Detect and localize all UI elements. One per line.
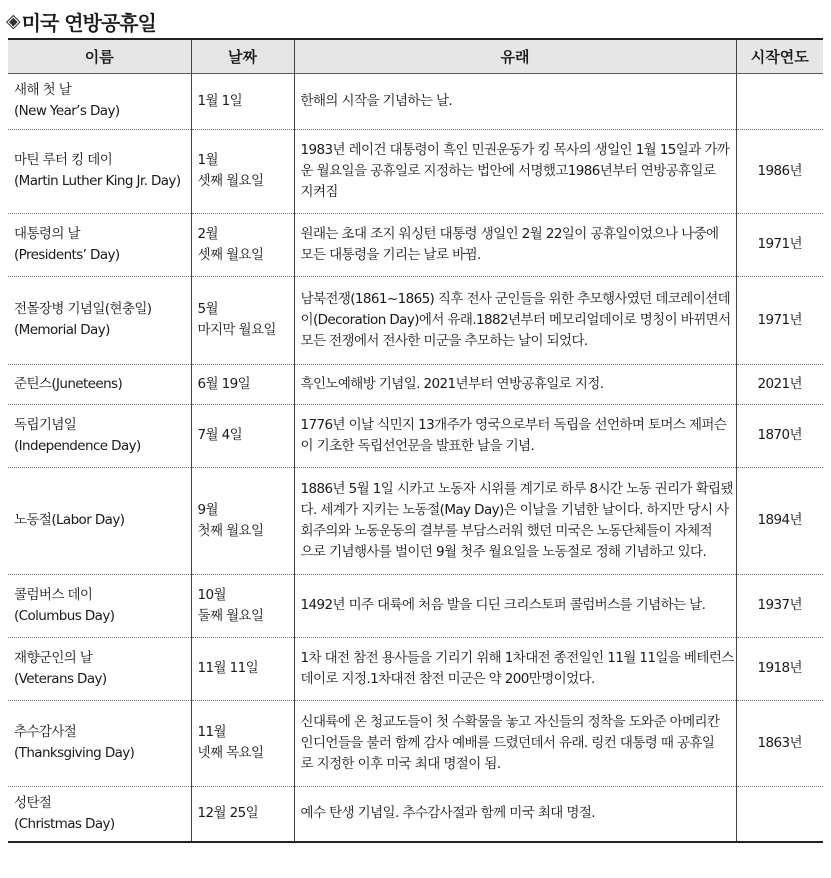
cell-name [8,73,191,129]
date-line: 7월 4일 [197,427,243,443]
origin-line: 1983년 레이건 대통령이 흑인 민권운동가 킹 목사의 생일인 1월 15일과 가까 [300,141,730,158]
origin-line: 로 지정한 이후 미국 최대 명절이 됨. [300,755,501,772]
cell-year [736,73,823,129]
holiday-table [8,38,823,843]
origin-line: 회주의와 노동운동의 결부를 부담스러워 했던 미국은 노동단체들이 자체적 [300,522,713,539]
cell-year: 1918년 [736,637,823,700]
page-title [6,6,156,36]
date-line: 셋째 월요일 [197,173,264,189]
table-row [8,213,823,276]
cell-origin [294,786,736,842]
table-row [8,276,823,364]
date-line: 9월 [197,501,218,518]
cell-name [8,467,191,574]
name-line: 새해 첫 날 [14,82,72,98]
cell-origin [294,73,736,129]
origin-line: 한해의 시작을 기념하는 날. [300,92,453,109]
cell-name [8,364,191,404]
table-row [8,129,823,213]
cell-name [8,404,191,467]
page-title-text: 미국 연방공휴일 [21,10,156,35]
origin-line: 다. 세계가 지키는 노동절(May Day)은 이날을 기념한 날이다. 하지만 당시 사 [300,501,729,518]
name-line: 대통령의 날 [14,225,80,242]
origin-line: 1492년 미주 대륙에 처음 발을 디딘 크리스토퍼 콜럼버스를 기념하는 날. [300,597,706,613]
cell-date [191,467,294,574]
name-line: 준틴스(Juneteens) [14,375,123,392]
cell-name [8,637,191,700]
cell-origin [294,467,736,574]
cell-date [191,73,294,129]
name-line: 마틴 루터 킹 데이 [14,152,113,168]
name-line: (New Year’s Day) [14,103,120,119]
date-line: 둘째 월요일 [197,607,264,624]
cell-date [191,700,294,786]
name-line: (Independence Day) [14,437,141,454]
origin-line: 으로 기념행사를 벌이던 9월 첫주 월요일을 노동절로 정해 기념하고 있다. [300,543,707,560]
date-line: 1월 1일 [197,92,243,109]
name-line: (Columbus Day) [14,607,115,624]
name-line: 콜럼버스 데이 [14,586,93,603]
cell-year: 2021년 [736,364,823,404]
origin-line: 모든 대통령을 기리는 날로 바뀜. [300,246,481,263]
table-row [8,73,823,129]
cell-origin [294,364,736,404]
name-line: (Martin Luther King Jr. Day) [14,173,181,189]
cell-date [191,129,294,213]
name-line: 독립기념일 [14,416,77,433]
date-line: 5월 [197,301,218,317]
origin-line: 흑인노예해방 기념일. 2021년부터 연방공휴일로 지정. [300,375,604,392]
header-date: 날짜 [191,39,294,73]
cell-name [8,213,191,276]
date-line: 12월 25일 [197,805,259,822]
origin-line: 1차 대전 참전 용사들을 기리기 위해 1차대전 종전일인 11월 11일을 베테런스 [300,649,734,666]
cell-date [191,364,294,404]
table-row [8,364,823,404]
table-row [8,404,823,467]
origin-line: 남북전쟁(1861~1865) 직후 전사 군인들을 위한 추모행사였던 데코레이션데 [300,290,731,307]
cell-origin [294,637,736,700]
name-line: 노동절(Labor Day) [14,512,125,528]
table-row [8,637,823,700]
cell-year: 1894년 [736,467,823,574]
cell-year: 1971년 [736,213,823,276]
date-line: 첫째 월요일 [197,522,264,539]
origin-line: 운 월요일을 공휴일로 지정하는 법안에 서명했고1986년부터 연방공휴일로 [300,162,716,179]
cell-name [8,129,191,213]
origin-line: 1776년 이날 식민지 13개주가 영국으로부터 독립을 선언하며 토머스 제퍼슨 [300,416,727,433]
origin-line: 지켜짐 [300,183,338,200]
origin-line: 이 기초한 독립선언문을 발표한 날을 기념. [300,437,535,454]
cell-date [191,276,294,364]
cell-date [191,786,294,842]
date-line: 10월 [197,586,226,603]
cell-origin [294,129,736,213]
cell-origin [294,700,736,786]
cell-date [191,574,294,637]
date-line: 11월 11일 [197,660,259,676]
cell-origin [294,404,736,467]
diamond-icon: ◈ [6,10,20,32]
cell-origin [294,213,736,276]
name-line: (Memorial Day) [14,322,110,338]
date-line: 11월 [197,724,226,740]
cell-origin [294,276,736,364]
cell-origin [294,574,736,637]
origin-line: 인디언들을 불러 함께 감사 예배를 드렸던데서 유래. 링컨 대통령 때 공휴일 [300,734,715,751]
date-line: 6월 19일 [197,375,251,392]
cell-year: 1971년 [736,276,823,364]
origin-line: 원래는 초대 조지 워싱턴 대통령 생일인 2월 22일이 공휴일이었으나 나중에 [300,225,719,242]
table-header-row [8,39,823,73]
name-line: (Veterans Day) [14,670,107,687]
header-year: 시작연도 [736,39,823,73]
origin-line: 예수 탄생 기념일. 추수감사절과 함께 미국 최대 명절. [300,805,595,822]
origin-line: 1886년 5월 1일 시카고 노동자 시위를 계기로 하루 8시간 노동 권리가 확립됐 [300,480,733,497]
name-line: 전몰장병 기념일(현충일) [14,301,152,317]
date-line: 마지막 월요일 [197,322,276,338]
header-origin: 유래 [294,39,736,73]
cell-name [8,574,191,637]
name-line: (Christmas Day) [14,815,115,832]
cell-date [191,637,294,700]
name-line: (Thanksgiving Day) [14,745,135,761]
name-line: 성탄절 [14,794,52,811]
date-line: 셋째 월요일 [197,246,264,263]
cell-date [191,404,294,467]
table-row [8,574,823,637]
cell-date [191,213,294,276]
table-row [8,786,823,842]
origin-line: 이(Decoration Day)에서 유래.1882년부터 메모리얼데이로 명칭이 바뀌면서 [300,311,731,328]
date-line: 1월 [197,152,218,168]
header-name: 이름 [8,39,191,73]
table-row [8,467,823,574]
name-line: 추수감사절 [14,724,77,740]
cell-year: 1870년 [736,404,823,467]
cell-name [8,786,191,842]
cell-year: 1937년 [736,574,823,637]
cell-year [736,786,823,842]
origin-line: 모든 전쟁에서 전사한 미군을 추모하는 날이 되었다. [300,332,588,349]
name-line: 재향군인의 날 [14,649,93,666]
cell-year: 1986년 [736,129,823,213]
table-row [8,700,823,786]
date-line: 넷째 목요일 [197,745,264,761]
origin-line: 신대륙에 온 청교도들이 첫 수확물을 놓고 자신들의 정착을 도와준 아메리칸 [300,713,720,730]
cell-name [8,700,191,786]
cell-name [8,276,191,364]
date-line: 2월 [197,225,218,242]
origin-line: 데이로 지정.1차대전 참전 미군은 약 200만명이었다. [300,670,595,687]
cell-year: 1863년 [736,700,823,786]
name-line: (Presidents’ Day) [14,246,120,263]
